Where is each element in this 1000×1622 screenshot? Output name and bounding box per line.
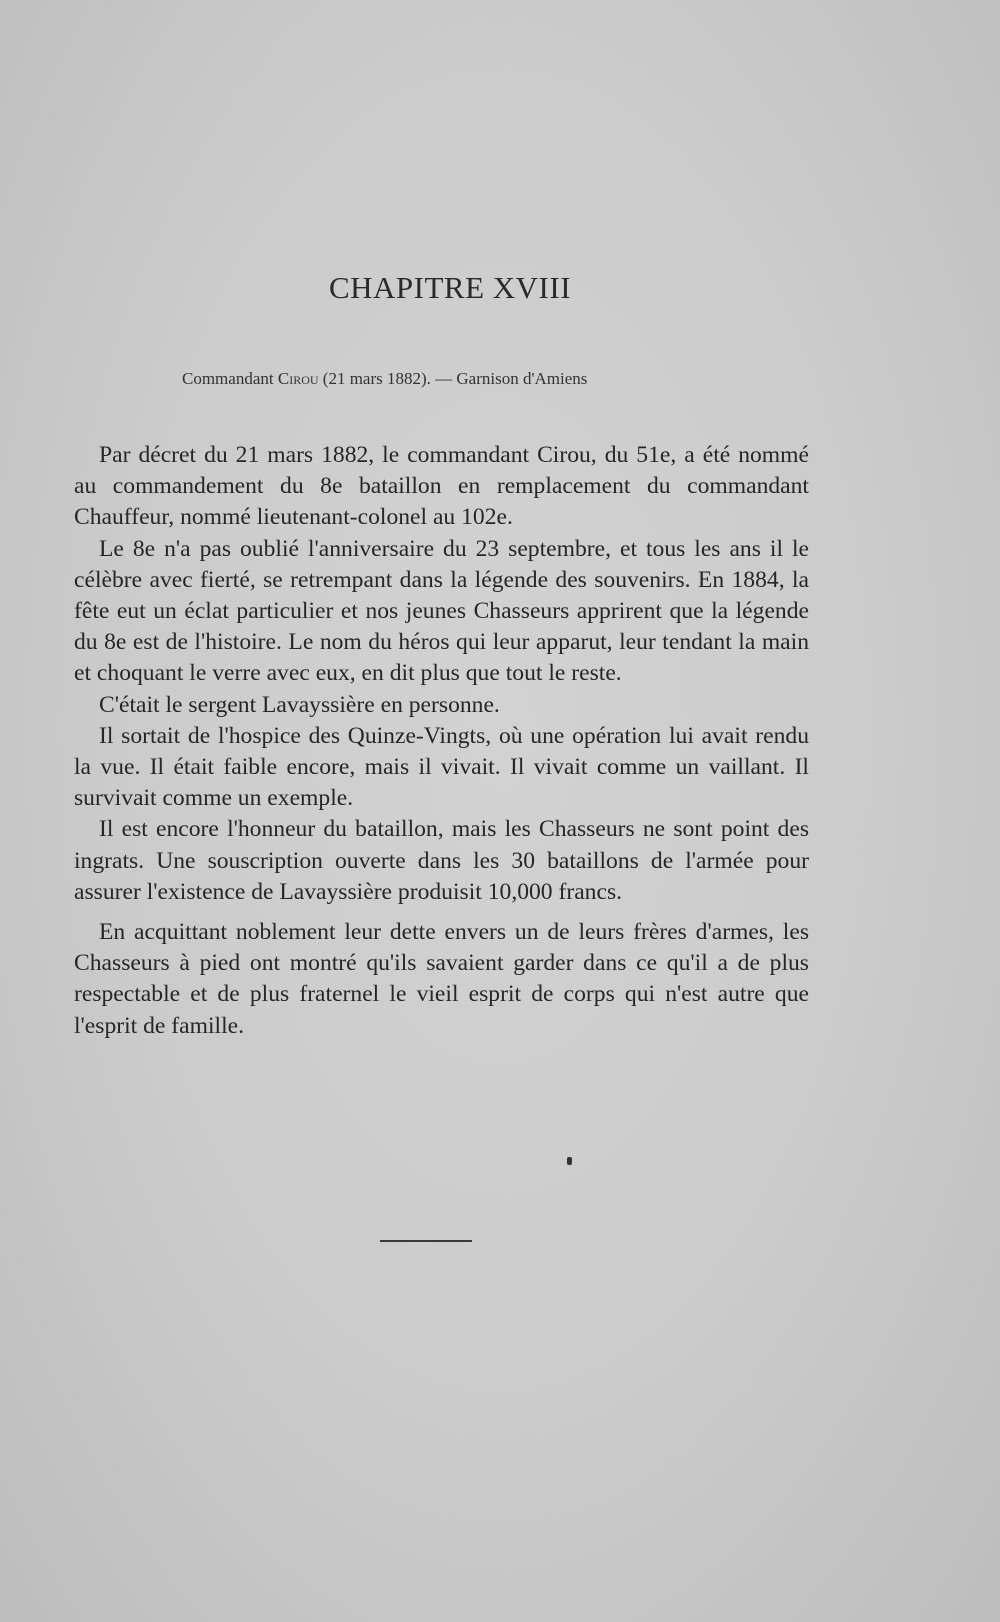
paragraph-2: Le 8e n'a pas oublié l'anniversaire du 23 septembre, et tous les ans il le célèbre avec fierté, se retrempant dans la légende des souvenirs. En 1884, la fête eut un éclat particulier et nos jeunes Chasseurs apprirent que la légende du 8e est de l'histoire. Le nom du héros qui leur apparut, leur tendant la main et choquant le verre avec eux, en dit plus que tout le reste. bbox=[74, 535, 809, 687]
subtitle-suffix: (21 mars 1882). — Garnison d'Amiens bbox=[318, 369, 588, 388]
body-text bbox=[74, 440, 809, 1042]
ink-speck bbox=[567, 1157, 572, 1165]
paragraph-4: Il sortait de l'hospice des Quinze-Vingts, où une opération lui avait rendu la vue. Il était faible encore, mais il vivait. Il vivait comme un vaillant. Il survivait comme un exemple. bbox=[74, 722, 809, 812]
subtitle-prefix: Commandant bbox=[182, 369, 278, 388]
paragraph-3: C'était le sergent Lavayssière en personne. bbox=[99, 691, 500, 718]
paragraph-1: Par décret du 21 mars 1882, le commandant Cirou, du 51e, a été nommé au commandement du 8e bataillon en remplacement du commandant Chauffeur, nommé lieutenant-colonel au 102e. bbox=[74, 442, 809, 531]
paragraph-5: Il est encore l'honneur du bataillon, mais les Chasseurs ne sont point des ingrats. Une souscription ouverte dans les 30 bataillons de l'armée pour assurer l'existence de Lavayssière produisit 10,000 francs. bbox=[74, 816, 809, 905]
chapter-subtitle bbox=[182, 369, 722, 389]
subtitle-name: Cirou bbox=[277, 369, 319, 388]
chapter-end-rule bbox=[380, 1240, 472, 1242]
chapter-title: CHAPITRE XVIII bbox=[328, 270, 572, 305]
paragraph-6: En acquittant noblement leur dette envers un de leurs frères d'armes, les Chasseurs à pied ont montré qu'ils savaient garder dans ce qu'il a de plus respectable et de plus fraternel le vieil esprit de corps qui n'est autre que l'esprit de famille. bbox=[74, 919, 809, 1039]
